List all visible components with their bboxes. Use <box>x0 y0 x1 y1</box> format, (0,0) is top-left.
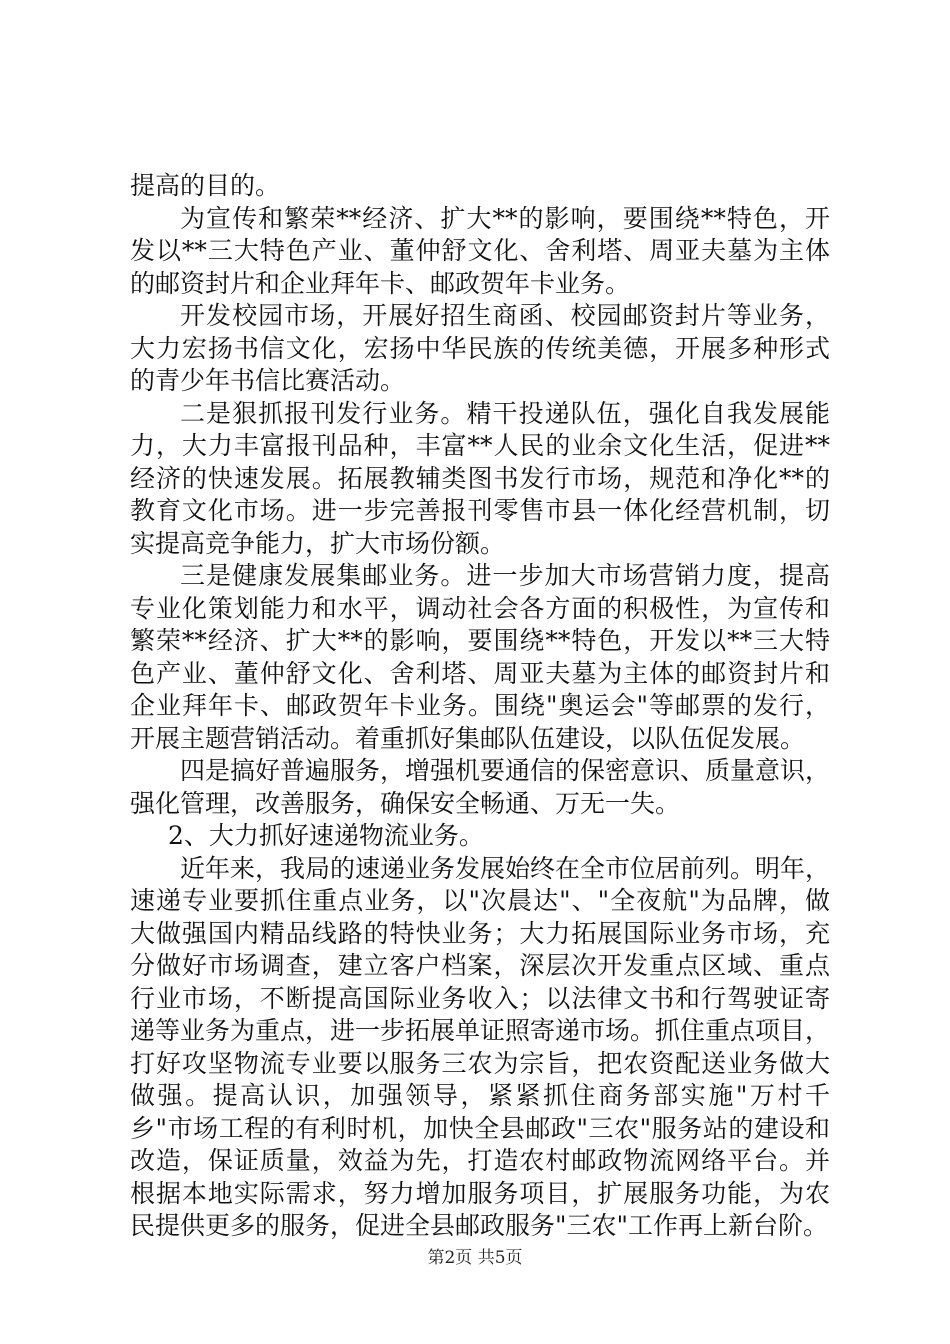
text-line: 大做强国内精品线路的特快业务；大力拓展国际业务市场，充 <box>130 918 830 948</box>
text-line: 近年来，我局的速递业务发展始终在全市位居前列。明年， <box>180 853 831 883</box>
text-line: 经济的快速发展。拓展教辅类图书发行市场，规范和净化**的 <box>130 463 830 493</box>
text-line: 企业拜年卡、邮政贺年卡业务。围绕"奥运会"等邮票的发行， <box>130 691 830 720</box>
text-line: 开展主题营销活动。着重抓好集邮队伍建设，以队伍促发展。 <box>130 723 806 753</box>
text-line: 色产业、董仲舒文化、舍利塔、周亚夫墓为主体的邮资封片和 <box>130 658 830 688</box>
text-line: 实提高竞争能力，扩大市场份额。 <box>130 528 506 558</box>
text-line: 二是狠抓报刊发行业务。精干投递队伍，强化自我发展能 <box>180 398 830 428</box>
text-line: 开发校园市场，开展好招生商函、校园邮资封片等业务， <box>180 301 830 330</box>
text-line: 四是搞好普遍服务，增强机要通信的保密意识、质量意识， <box>180 756 831 785</box>
text-line: 行业市场，不断提高国际业务收入；以法律文书和行驾驶证寄 <box>130 983 830 1013</box>
text-line: 教育文化市场。进一步完善报刊零售市县一体化经营机制，切 <box>130 496 830 525</box>
text-line: 繁荣**经济、扩大**的影响，要围绕**特色，开发以**三大特 <box>130 626 830 655</box>
text-line: 为宣传和繁荣**经济、扩大**的影响，要围绕**特色，开 <box>180 203 830 233</box>
document-body <box>130 170 830 1243</box>
text-line: 的青少年书信比赛活动。 <box>130 366 406 395</box>
section-heading: 2、大力抓好速递物流业务。 <box>168 821 484 850</box>
page-number-footer: 第2页 共5页 <box>427 1248 523 1268</box>
text-line: 递等业务为重点，进一步拓展单证照寄递市场。抓住重点项目， <box>130 1016 831 1045</box>
text-line: 三是健康发展集邮业务。进一步加大市场营销力度，提高 <box>180 561 830 590</box>
text-line: 速递专业要抓住重点业务，以"次晨达"、"全夜航"为品牌，做 <box>130 886 830 915</box>
text-line: 民提供更多的服务，促进全县邮政服务"三农"工作再上新台阶。 <box>130 1211 829 1240</box>
text-line: 乡"市场工程的有利时机，加快全县邮政"三农"服务站的建设和 <box>130 1113 830 1143</box>
text-line: 做强。提高认识，加强领导，紧紧抓住商务部实施"万村千 <box>130 1081 830 1110</box>
text-line: 根据本地实际需求，努力增加服务项目，扩展服务功能，为农 <box>130 1178 830 1208</box>
text-line: 分做好市场调查，建立客户档案，深层次开发重点区域、重点 <box>130 951 830 980</box>
text-line: 力，大力丰富报刊品种，丰富**人民的业余文化生活，促进** <box>130 431 830 460</box>
text-line: 专业化策划能力和水平，调动社会各方面的积极性，为宣传和 <box>130 593 830 623</box>
text-line: 大力宏扬书信文化，宏扬中华民族的传统美德，开展多种形式 <box>130 333 830 363</box>
text-line: 强化管理，改善服务，确保安全畅通、万无一失。 <box>130 788 681 818</box>
text-line: 改造，保证质量，效益为先，打造农村邮政物流网络平台。并 <box>130 1146 830 1175</box>
text-line: 的邮资封片和企业拜年卡、邮政贺年卡业务。 <box>130 268 631 298</box>
text-line: 打好攻坚物流专业要以服务三农为宗旨，把农资配送业务做大 <box>130 1048 830 1078</box>
text-line: 提高的目的。 <box>130 171 281 200</box>
text-line: 发以**三大特色产业、董仲舒文化、舍利塔、周亚夫墓为主体 <box>130 236 830 265</box>
